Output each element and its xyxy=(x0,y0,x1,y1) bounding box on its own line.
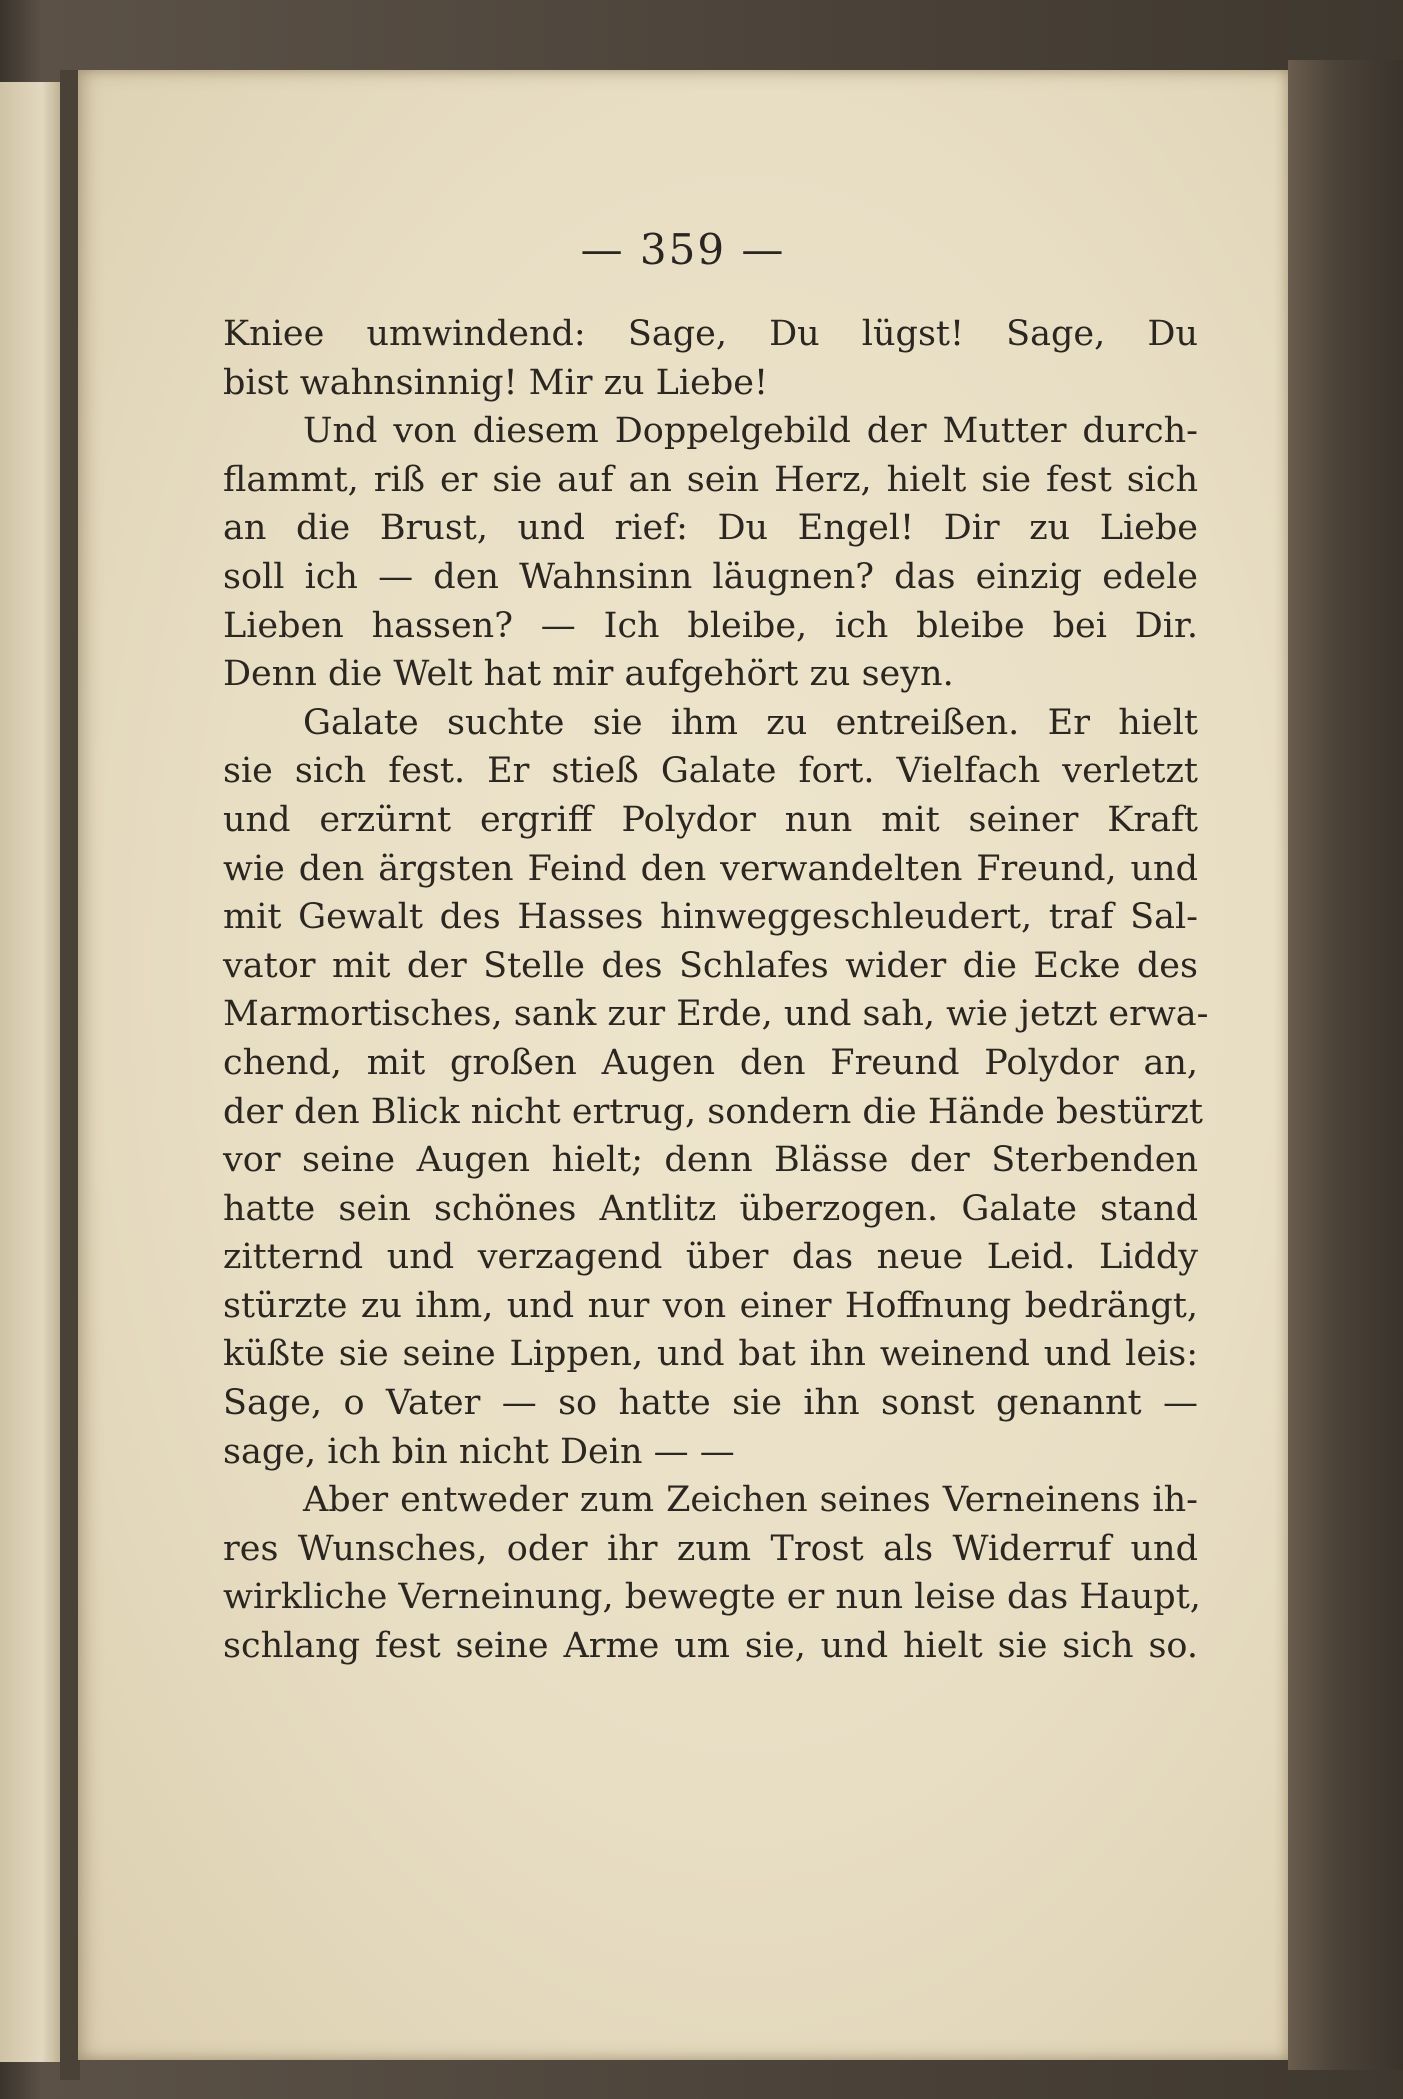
text-line: Marmortisches, sank zur Erde, und sah, wie jetzt erwa- xyxy=(223,994,1209,1035)
text-line: hatte sein schönes Antlitz überzogen. Galate stand xyxy=(223,1188,1198,1229)
text-line: res Wunsches, oder ihr zum Trost als Widerruf und xyxy=(223,1528,1198,1569)
left-page-edge xyxy=(0,82,62,2062)
book-page xyxy=(78,70,1288,2060)
text-line: flammt, riß er sie auf an sein Herz, hielt sie fest sich xyxy=(223,459,1198,500)
text-line: mit Gewalt des Hasses hinweggeschleudert, traf Sal- xyxy=(223,897,1198,938)
text-line: Und von diesem Doppelgebild der Mutter durch- xyxy=(303,411,1198,452)
text-line: wie den ärgsten Feind den verwandelten Freund, und xyxy=(223,848,1198,889)
text-line: Galate suchte sie ihm zu entreißen. Er hielt xyxy=(303,702,1198,743)
text-line: küßte sie seine Lippen, und bat ihn weinend und leis: xyxy=(223,1334,1198,1375)
text-line: vor seine Augen hielt; denn Blässe der Sterbenden xyxy=(223,1140,1198,1181)
body-text xyxy=(223,310,1209,1671)
book-spine-gutter xyxy=(60,70,80,2080)
text-line: der den Blick nicht ertrug, sondern die Hände bestürzt xyxy=(223,1091,1203,1132)
text-line: Denn die Welt hat mir aufgehört zu seyn. xyxy=(223,654,954,695)
text-line: stürzte zu ihm, und nur von einer Hoffnung bedrängt, xyxy=(223,1285,1198,1326)
text-line: zitternd und verzagend über das neue Leid. Liddy xyxy=(223,1237,1198,1278)
text-line: sage, ich bin nicht Dein — — xyxy=(223,1431,735,1472)
text-line: Kniee umwindend: Sage, Du lügst! Sage, Du xyxy=(223,314,1198,354)
right-cover-edge xyxy=(1288,60,1403,2070)
text-line: und erzürnt ergriff Polydor nun mit seiner Kraft xyxy=(223,799,1198,840)
text-line: Lieben hassen? — Ich bleibe, ich bleibe bei Dir. xyxy=(223,605,1198,646)
text-line: vator mit der Stelle des Schlafes wider die Ecke des xyxy=(223,945,1198,986)
text-line: Aber entweder zum Zeichen seines Verneinens ih- xyxy=(303,1480,1198,1521)
text-line: soll ich — den Wahnsinn läugnen? das einzig edele xyxy=(223,556,1198,597)
text-line: schlang fest seine Arme um sie, und hielt sie sich so. xyxy=(223,1626,1198,1667)
page-number: — 359 — xyxy=(580,225,786,274)
text-line: bist wahnsinnig! Mir zu Liebe! xyxy=(223,362,769,403)
text-line: an die Brust, und rief: Du Engel! Dir zu Liebe xyxy=(223,508,1198,549)
text-line: wirkliche Verneinung, bewegte er nun leise das Haupt, xyxy=(223,1577,1201,1618)
text-line: Sage, o Vater — so hatte sie ihn sonst genannt — xyxy=(223,1383,1198,1424)
text-line: chend, mit großen Augen den Freund Polydor an, xyxy=(223,1042,1198,1083)
text-line: sie sich fest. Er stieß Galate fort. Vielfach verletzt xyxy=(223,751,1198,792)
